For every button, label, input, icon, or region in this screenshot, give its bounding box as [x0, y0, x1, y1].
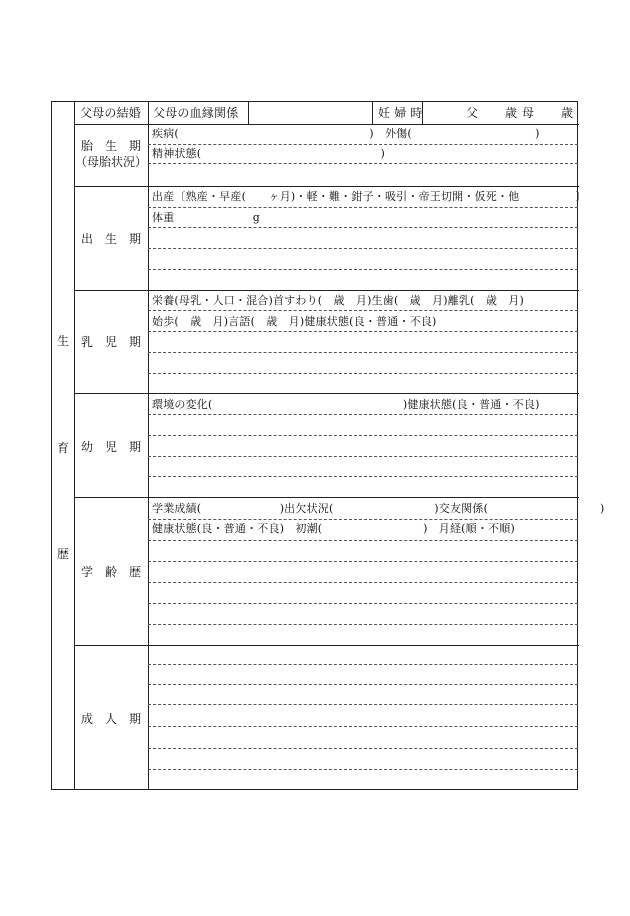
dash — [148, 582, 578, 583]
dash — [148, 561, 578, 562]
infant-line-2[interactable]: 始歩( 歳 月)言語( 歳 月)健康状態(良・普通・不良) — [152, 315, 437, 328]
sep-header — [74, 124, 579, 125]
dash — [148, 519, 578, 520]
school-line-1[interactable]: 学業成績( )出欠状況( )交友関係( ) — [152, 502, 605, 515]
header-divider-3 — [248, 102, 249, 124]
dash — [148, 352, 578, 353]
sep-birth — [74, 290, 579, 291]
dash — [148, 269, 578, 270]
sep-fetal — [74, 186, 579, 187]
dash — [148, 726, 578, 727]
section-label-sei: 生 — [56, 334, 69, 348]
fetal-line-1[interactable]: 疾病( ) 外傷( ) — [152, 127, 540, 140]
dash — [148, 603, 578, 604]
col-divider-2 — [148, 102, 149, 790]
dash — [148, 748, 578, 749]
section-label-iku: 育 — [56, 441, 69, 455]
dash — [148, 331, 578, 332]
growth-history-form — [51, 101, 605, 790]
dash — [148, 435, 578, 436]
dash — [148, 207, 578, 208]
dash — [148, 664, 578, 665]
dash — [148, 163, 578, 164]
dash — [148, 684, 578, 685]
header-pregnancy: 妊 婦 時 — [378, 106, 423, 120]
dash — [148, 769, 578, 770]
dash — [148, 310, 578, 311]
label-fetal-sub: （母胎状況） — [74, 155, 147, 169]
section-label-reki: 歴 — [56, 547, 69, 561]
header-marriage: 父母の結婚 — [80, 106, 142, 120]
header-mother-age[interactable]: 母 歳 — [522, 106, 575, 120]
label-school: 学 齢 歴 — [80, 565, 141, 579]
fetal-line-2[interactable]: 精神状態( ) — [152, 147, 385, 160]
label-birth: 出 生 期 — [80, 232, 141, 246]
sep-infant — [74, 393, 579, 394]
label-fetal: 胎 生 期 — [80, 139, 141, 153]
birth-line-1[interactable]: 出産〔熟産・早産( ヶ月)・軽・難・鉗子・吸引・帝王切開・仮死・他 〕 — [152, 190, 587, 203]
infant-line-1[interactable]: 栄養(母乳・人口・混合)首すわり( 歳 月)生歯( 歳 月)離乳( 歳 月) — [152, 294, 524, 307]
label-adult: 成 人 期 — [80, 712, 141, 726]
dash — [148, 456, 578, 457]
label-toddler: 幼 児 期 — [80, 440, 141, 454]
dash — [148, 144, 578, 145]
dash — [148, 248, 578, 249]
label-infant: 乳 児 期 — [80, 335, 141, 349]
birth-line-2[interactable]: 体重 g — [152, 211, 261, 224]
toddler-line-1[interactable]: 環境の変化( )健康状態(良・普通・不良) — [152, 398, 540, 411]
dash — [148, 227, 578, 228]
dash — [148, 476, 578, 477]
sep-school — [74, 645, 579, 646]
school-line-2[interactable]: 健康状態(良・普通・不良) 初潮( ) 月経(順・不順) — [152, 522, 515, 535]
dash — [148, 540, 578, 541]
dash — [148, 704, 578, 705]
dash — [148, 414, 578, 415]
header-blood-relation: 父母の血縁関係 — [153, 106, 239, 120]
header-divider-4 — [372, 102, 373, 124]
dash — [148, 373, 578, 374]
dash — [148, 624, 578, 625]
sep-toddler — [74, 497, 579, 498]
header-father-age[interactable]: 父 歳 — [466, 106, 519, 120]
